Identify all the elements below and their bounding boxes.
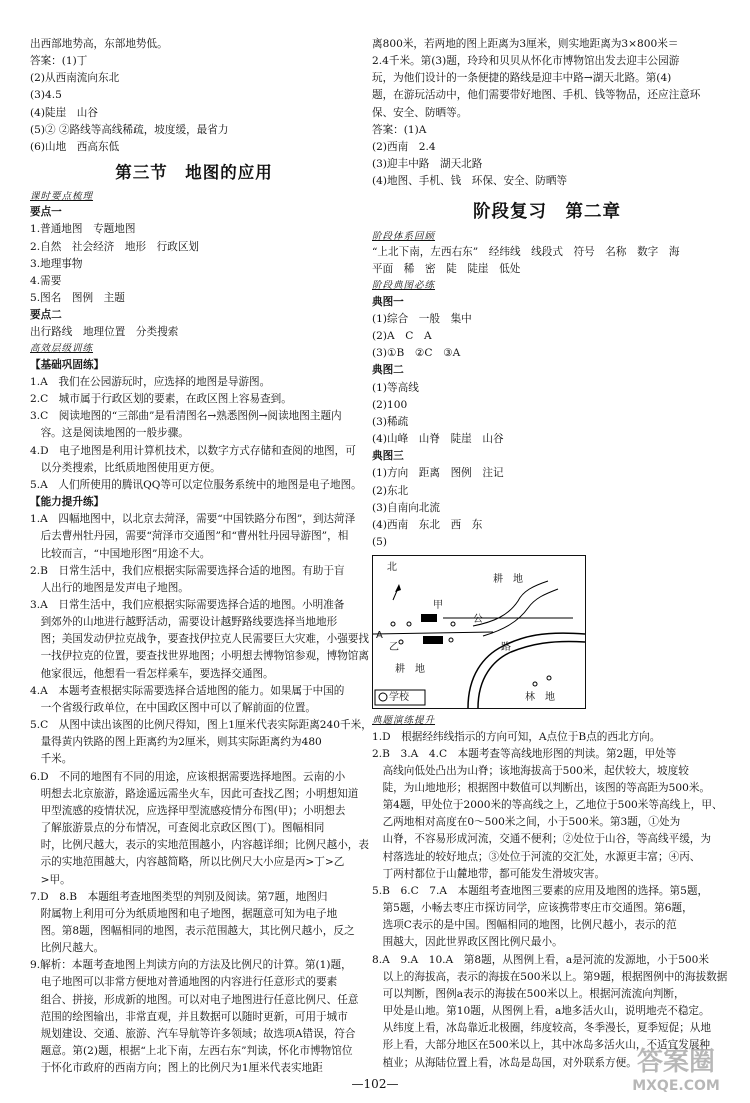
typical-three-list xyxy=(372,465,722,551)
text-line: 出行路线 地理位置 分类搜索 xyxy=(30,326,179,339)
text-line: 3.地理事物 xyxy=(30,257,83,270)
text-line: >甲。 xyxy=(30,873,71,886)
answer-map xyxy=(372,555,586,709)
point-one-list xyxy=(30,221,358,307)
system-list xyxy=(372,244,722,278)
text-line: (4)陡崖 山谷 xyxy=(30,106,98,119)
text-line: 图。第8题，图幅相同的地图，表示范围越大，其比例尺越小，反之 xyxy=(30,924,355,937)
text-line: 9.解析：本题考查地图上判读方向的方法及比例尺的计算。第(1)题， xyxy=(30,959,352,972)
text-line: 2.4千米。第(3)题，玲玲和贝贝从怀化市博物馆出发去迎丰公园游 xyxy=(372,55,680,68)
text-line: 题意。第(2)题，根据“上北下南，左西右东”判读，怀化市博物馆位 xyxy=(30,1045,353,1058)
watermark-url: MXQE.COM xyxy=(632,1078,720,1094)
review-title: 阶段复习 第二章 xyxy=(473,202,621,223)
text-line: (2)从西南流向东北 xyxy=(30,72,120,85)
text-line: 4.A 本题考查根据实际需要选择合适地图的能力。如果属于中国的 xyxy=(30,684,345,697)
intro-answers xyxy=(30,36,358,156)
text-line: 规划建设、交通、旅游、汽车导航等许多领域；故选项A错误，符合 xyxy=(30,1027,356,1040)
text-line: 高线向低处凸出为山脊；该地海拔高于500米，起伏较大，坡度较 xyxy=(372,764,689,777)
text-line: 7.D 8.B 本题组考查地图类型的判别及阅读。第7题，地图归 xyxy=(30,890,328,903)
typical-three-title: 典图三 xyxy=(372,450,404,463)
text-line: (1)等高线 xyxy=(372,381,419,394)
map-park-label: 公 xyxy=(473,614,483,626)
text-line: 玩，为他们设计的一条便捷的路线是迎丰中路→湖天北路。第(4) xyxy=(372,72,672,85)
text-line: 2.B 日常生活中，我们应根据实际需要选择合适的地图。有助于盲 xyxy=(30,564,345,577)
text-line: 2.B 3.A 4.C 本题考查等高线地形图的判读。第2题，甲处等 xyxy=(372,747,677,760)
text-line: 时，比例尺越大，表示的实地范围越小，内容越详细；比例尺越小，表 xyxy=(30,839,369,852)
text-line: 植业；从海陆位置上看，冰岛是岛国，对外联系方便。 xyxy=(372,1056,637,1069)
text-line: (3)①B ②C ③A xyxy=(372,347,461,360)
watermark-text: 答案圈 xyxy=(636,1047,715,1077)
text-line: (3)自南向北流 xyxy=(372,501,440,514)
text-line: (5) xyxy=(372,536,388,548)
text-line: (3)4.5 xyxy=(30,89,62,102)
text-line: 出西部地势高，东部地势低。 xyxy=(30,38,168,50)
text-line: 容。这是阅读地图的一般步骤。 xyxy=(30,427,189,440)
text-line: 附属物上利用可分为纸质地图和电子地图，据题意可知为电子地 xyxy=(30,907,338,920)
improve-title: 【能力提升练】 xyxy=(30,496,105,509)
text-line: 选项C表示的是中国。图幅相同的地图，比例尺越小，表示的范 xyxy=(372,919,677,932)
text-line: 人出行的地图是发声电子地图。 xyxy=(30,581,189,594)
text-line: 一找伊拉克的位置，要查找世界地图；小明想去博物馆参观，博物馆离 xyxy=(30,650,369,663)
map-farmland-label-2: 耕 地 xyxy=(395,664,425,676)
text-line: 8.A 9.A 10.A 第8题，从图例上看，a是河流的发源地，小于500米 xyxy=(372,953,709,966)
text-line: (2)A C A xyxy=(372,330,432,343)
text-line: 2.C 城市属于行政区划的要素，在政区图上容易查到。 xyxy=(30,393,292,406)
basic-list xyxy=(30,374,362,494)
basic-title: 【基础巩固练】 xyxy=(30,358,105,371)
text-line: 甲处是山地。第10题，从图例上看，a地多活火山，说明地壳不稳定。 xyxy=(372,1005,710,1018)
text-line: 到郊外的山地进行越野活动，需要设计越野路线要选择当地地形 xyxy=(30,616,338,629)
text-line: (2)西南 2.4 xyxy=(372,140,436,153)
text-line: 5.图名 图例 主题 xyxy=(30,291,125,304)
text-line: 平面 稀 密 陡 陡崖 低处 xyxy=(372,263,521,276)
left-column xyxy=(30,36,372,1077)
text-line: 山脊，不容易形成河流，交通不便利；②处位于山谷，等高线平缓，为 xyxy=(372,833,711,846)
text-line: 答案：(1)丁 xyxy=(30,55,88,68)
text-line: 4.需要 xyxy=(30,274,62,287)
text-line: 范围的绘图输出，非常直观，并且数据可以随时更新，可用于城市 xyxy=(30,1010,348,1023)
text-line: 比较而言，“中国地形图”用途不大。 xyxy=(30,547,211,560)
bar-key-points: 课时要点梳理 xyxy=(30,190,94,202)
text-line: 以分类搜索，比纸质地图使用更方便。 xyxy=(30,461,221,474)
text-line: 以上的海拔高，表示的海拔在500米以上。第9题，根据图例中的海拔数据 xyxy=(372,970,728,983)
text-line: 围越大，因此世界政区图比例尺最小。 xyxy=(372,936,563,949)
map-forest-label: 林 地 xyxy=(525,692,555,704)
right-column xyxy=(372,36,728,1072)
text-line: 从纬度上看，冰岛靠近北极圈，纬度较高，冬季漫长，夏季短促；从地 xyxy=(372,1022,711,1035)
text-line: 后去曹州牡丹园，需要“菏泽市交通图”和“曹州牡丹园导游图”，相 xyxy=(30,530,349,543)
text-line: 村落选址的较好地点；③处位于河流的交汇处，水源更丰富；④丙、 xyxy=(372,850,701,863)
text-line: 第4题，甲处位于2000米的等高线之上，乙地位于500米等高线上，甲、 xyxy=(372,799,723,812)
typical-two-title: 典图二 xyxy=(372,364,404,377)
text-line: 6.D 不同的地图有不同的用途，应该根据需要选择地图。云南的小 xyxy=(30,770,346,783)
point-one-title: 要点一 xyxy=(30,206,62,219)
text-line: 陡，为山地地形；根据图中数值可以判断出，该图的等高距为500米。 xyxy=(372,782,711,794)
text-line: 一个省级行政单位，在中国政区图中可以了解前面的位置。 xyxy=(30,701,317,714)
bar-typical: 阶段典图必练 xyxy=(372,280,436,292)
text-line: (6)山地 西高东低 xyxy=(30,140,120,153)
text-line: 组合、拼接，形成新的地图。可以对电子地图进行任意比例尺、任意 xyxy=(30,993,359,1006)
text-line: (1)方向 距离 图例 注记 xyxy=(372,467,504,480)
watermark-logo xyxy=(616,1047,736,1098)
text-line: (2)东北 xyxy=(372,484,409,497)
section-title: 第三节 地图的应用 xyxy=(115,163,273,183)
map-yi-label: 乙 xyxy=(389,642,399,654)
text-line: 5.B 6.C 7.A 本题组考查地图三要素的应用及地图的选择。第5题， xyxy=(372,884,709,897)
text-line: 5.C 从图中读出该图的比例尺得知，图上1厘米代表实际距离240千米， xyxy=(30,719,372,732)
improve-list xyxy=(30,511,372,1077)
text-line: 题，在游玩活动中，他们需要带好地图、手机、钱等物品，还应注意环 xyxy=(372,89,701,102)
text-line: 示的实地范围越大，内容越简略，所以比例尺大小应是丙>丁>乙 xyxy=(30,856,345,869)
text-line: (2)100 xyxy=(372,398,408,411)
text-line: 于怀化市政府的西南方向；图上的比例尺为1厘米代表实地距 xyxy=(30,1062,323,1075)
text-line: (3)稀疏 xyxy=(372,415,409,428)
map-school-label: 学校 xyxy=(389,692,409,704)
page-number: —102— xyxy=(351,1077,399,1091)
text-line: 比例尺越大。 xyxy=(30,942,105,955)
text-line: 明想去北京旅游，路途遥远需坐火车，因此可查找乙图；小明想知道 xyxy=(30,787,359,800)
text-line: 离800米，若两地的图上距离为3厘米，则实地距离为3×800米＝ xyxy=(372,38,679,50)
text-line: 1.D 根据经纬线指示的方向可知，A点位于B点的西北方向。 xyxy=(372,730,661,743)
text-line: 答案：(1)A xyxy=(372,123,427,136)
text-line: 2.自然 社会经济 地形 行政区划 xyxy=(30,240,200,253)
practice-list xyxy=(372,729,728,1072)
text-line: (4)西南 东北 西 东 xyxy=(372,518,483,531)
map-jia-label: 甲 xyxy=(433,600,443,612)
text-line: 量得黄内铁路的图上距离约为2厘米，则其实际距离约为480 xyxy=(30,736,322,749)
map-road-label: 路 xyxy=(501,642,511,654)
text-line: 了解旅游景点的分布情况，可查阅北京政区图(丁)。图幅相同 xyxy=(30,822,325,835)
map-a-label: A xyxy=(376,630,383,642)
typical-one-list xyxy=(372,311,722,362)
text-line: (1)综合 一般 集中 xyxy=(372,312,472,325)
text-line: (4)地图、手机、钱 环保、安全、防晒等 xyxy=(372,175,568,188)
map-farmland-label: 耕 地 xyxy=(493,574,523,586)
map-north-label: 北 xyxy=(387,562,397,574)
bar-system: 阶段体系回顾 xyxy=(372,230,436,242)
text-line: 他家很远，他想看一看怎样乘车，要选择交通图。 xyxy=(30,667,274,680)
text-line: 丁两村都位于山麓地带，都可能发生滑坡灾害。 xyxy=(372,867,606,880)
text-line: 1.A 四幅地图中，以北京去菏泽，需要“中国铁路分布图”，到达菏泽 xyxy=(30,513,356,526)
typical-one-title: 典图一 xyxy=(372,295,404,308)
text-line: 保、安全、防晒等。 xyxy=(372,106,468,119)
right-top-text xyxy=(372,36,722,190)
text-line: 3.A 日常生活中，我们应根据实际需要选择合适的地图。小明准备 xyxy=(30,599,345,611)
text-line: 电子地图可以非常方便地对普通地图的内容进行任意形式的要素 xyxy=(30,976,338,989)
bar-practice: 典题演练提升 xyxy=(372,715,436,727)
text-line: 1.A 我们在公园游玩时，应选择的地图是导游图。 xyxy=(30,375,271,388)
text-line: 1.普通地图 专题地图 xyxy=(30,223,136,236)
text-line: 第5题，小畅去枣庄市探访同学，应该携带枣庄市交通图。第6题， xyxy=(372,902,693,915)
text-line: (5)② ②路线等高线稀疏，坡度缓，最省力 xyxy=(30,123,229,136)
text-line: 形上看，大部分地区在500米以上，其中冰岛多活火山，不适宜发展种 xyxy=(372,1039,711,1052)
point-two-title: 要点二 xyxy=(30,309,62,322)
bar-training: 高效层级训练 xyxy=(30,343,94,355)
text-line: 可以判断，图例a表示的海拔在500米以上。根据河流流向判断， xyxy=(372,987,685,1000)
text-line: 图；美国发动伊拉克战争，要查找伊拉克人民需要巨大灾难，小强要找 xyxy=(30,633,369,646)
text-line: 乙两地相对高度在0～500米之间，小于500米。第3题，①处为 xyxy=(372,816,681,829)
text-line: (3)迎丰中路 湖天北路 xyxy=(372,158,483,171)
text-line: 3.C 阅读地图的“三部曲”是看清图名→熟悉图例→阅读地图主题内 xyxy=(30,410,342,423)
text-line: 4.D 电子地图是利用计算机技术，以数字方式存储和查阅的地图，可 xyxy=(30,444,356,457)
text-line: “上北下南，左西右东” 经纬线 线段式 符号 名称 数字 海 xyxy=(372,246,680,259)
typical-two-list xyxy=(372,380,722,449)
text-line: 甲型流感的疫情状况，应选择甲型流感疫情分布图(甲)；小明想去 xyxy=(30,804,346,817)
text-line: 5.A 人们所使用的腾讯QQ等可以定位服务系统中的地图是电子地图。 xyxy=(30,478,362,491)
text-line: (4)山峰 山脊 陡崖 山谷 xyxy=(372,433,504,446)
point-two-list xyxy=(30,324,358,341)
text-line: 千米。 xyxy=(30,753,73,766)
